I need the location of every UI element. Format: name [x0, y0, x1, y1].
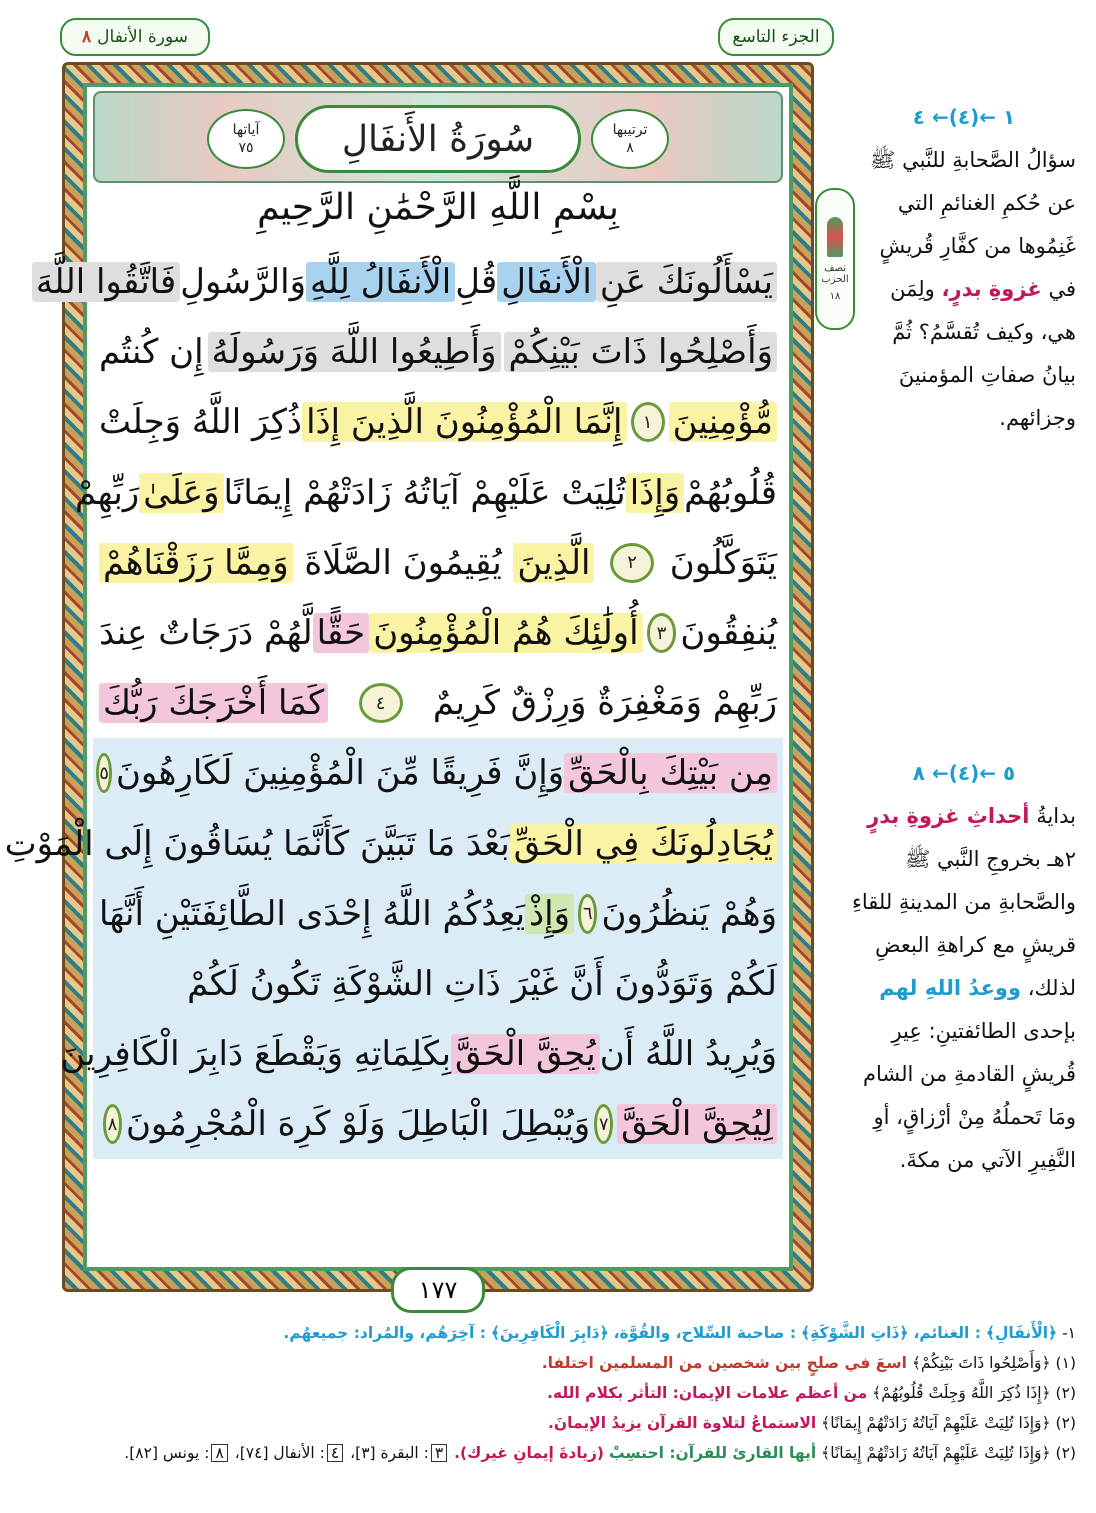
verse-text: رَبِّهِمْ: [75, 472, 140, 513]
reference-number: ٣: [431, 1444, 447, 1462]
verse-text: الْأَنفَالِ: [497, 262, 596, 302]
reference-text: : الأنفال [٧٤]،: [234, 1444, 325, 1462]
footnote-text: : صاحبة السِّلاح، والقُوَّة،: [613, 1324, 797, 1342]
verse-text: وَإِذْ: [525, 894, 574, 934]
verse-line-8: [93, 738, 783, 808]
verse-text: يُجَادِلُونَكَ فِي الْحَقِّ: [510, 824, 777, 864]
reference-number: ٤: [327, 1444, 343, 1462]
verse-text: بَعْدَ مَا تَبَيَّنَ كَأَنَّمَا يُسَاقُونَ إِلَى الْمَوْتِ: [4, 823, 510, 864]
verse-text: لَكُمْ وَتَوَدُّونَ أَنَّ غَيْرَ ذَاتِ الشَّوْكَةِ تَكُونُ لَكُمْ: [187, 963, 777, 1004]
hizb-number: ١٨: [829, 290, 841, 302]
reference-text: : البقرة [٣]،: [350, 1444, 429, 1462]
side-note-text: بدايةُ: [1036, 804, 1076, 828]
verse-text: إِن كُنتُم: [99, 332, 204, 373]
footnote-number: (٢): [1055, 1414, 1076, 1432]
footnote-line-2: [24, 1348, 1076, 1378]
footnote-line-3: [24, 1378, 1076, 1408]
footnote-text: (زيادةَ إيمانِ غيرك).: [454, 1444, 604, 1462]
side-note-1: [852, 96, 1076, 440]
surah-title: سُورَةُ الأَنفَالِ: [295, 105, 581, 173]
verse-text: لِيُحِقَّ الْحَقَّ: [617, 1104, 777, 1144]
footnote-text: اسعَ في صلحٍ بين شخصين من المسلمين اختلفا.: [541, 1354, 907, 1372]
reference-number: ٨: [211, 1444, 227, 1462]
footnote-quote: ﴿وَإِذَا تُلِيَتْ عَلَيْهِمْ آيَاتُهُ زَادَتْهُمْ إِيمَانًا﴾: [821, 1444, 1051, 1462]
side-note-text: بإحدى الطائفتينِ: عِيرِ قُريشٍ القادمةِ من الشام ومَا تَحملُهُ مِنْ أرْزاقٍ، أوِ النَّفِيرِ الآتي من مكةَ.: [863, 1019, 1076, 1172]
ayah-number: ١: [631, 402, 665, 442]
verse-text: فَاتَّقُوا اللَّهَ: [32, 262, 180, 302]
basmala: بِسْمِ اللَّهِ الرَّحْمَٰنِ الرَّحِيمِ: [257, 187, 619, 228]
side-note-emphasis: أحداثِ غزوةِ بدرٍ: [867, 804, 1030, 828]
verse-line-3: [93, 387, 783, 457]
footnote-quote: ﴿إِذَا ذُكِرَ اللَّهُ وَجِلَتْ قُلُوبُهُمْ﴾: [872, 1384, 1051, 1402]
ayah-number: ٤: [359, 683, 403, 723]
hizb-marker: [815, 188, 855, 330]
footnote-text: : الغنائم،: [913, 1324, 981, 1342]
verse-text: وَيُرِيدُ اللَّهُ أَن: [599, 1034, 777, 1075]
footnote-line-1: [24, 1318, 1076, 1348]
verse-text: وَأَطِيعُوا اللَّهَ وَرَسُولَهُ: [208, 332, 501, 372]
footnote-text: من أعظم علامات الإيمان: التأثر بكلام الله.: [547, 1384, 868, 1402]
verse-text: الْأَنفَالُ لِلَّهِ: [306, 262, 455, 302]
footnote-number: (٢): [1055, 1384, 1076, 1402]
footnote-quote: ﴿وَأَصْلِحُوا ذَاتَ بَيْنِكُمْ﴾: [911, 1354, 1051, 1372]
verse-text: لَّهُمْ دَرَجَاتٌ عِندَ: [99, 613, 313, 654]
side-note-emphasis: غزوةِ بدرٍ،: [941, 277, 1042, 301]
footnote-quote: ﴿الْأَنفَالِ﴾: [985, 1324, 1058, 1342]
verse-text: يُنفِقُونَ: [680, 613, 777, 654]
footnote-number: (١): [1055, 1354, 1076, 1372]
footnotes: [24, 1318, 1076, 1468]
side-note-text: ولِمَن هي، وكيف تُقسَّمُ؟ ثُمَّ بيانُ صفاتِ المؤمنينَ وجزائهم.: [890, 277, 1076, 430]
ayah-number: ٣: [647, 613, 677, 653]
side-note-text: سؤالُ الصَّحابةِ للنَّبي ﷺ عن حُكمِ الغنائمِ التي غَنِمُوها من كفَّارِ قُريشٍ في: [870, 148, 1076, 301]
verse-text: يُحِقَّ الْحَقَّ: [451, 1034, 600, 1074]
verse-line-5: [93, 528, 783, 598]
verse-line-7: [93, 668, 783, 738]
mushaf-page: [4, 87, 789, 1267]
footnote-quote: ﴿دَابِرَ الْكَافِرِينَ﴾: [490, 1324, 609, 1342]
footnote-line-5: [24, 1438, 1076, 1468]
ayah-number: ٨: [103, 1104, 122, 1144]
surah-header-label: [60, 18, 210, 56]
verse-text: إِنَّمَا الْمُؤْمِنُونَ الَّذِينَ إِذَا: [302, 402, 626, 442]
verse-text: رَبِّهِمْ وَمَغْفِرَةٌ وَرِزْقٌ كَرِيمٌ: [432, 683, 777, 724]
verse-line-4: [75, 458, 783, 528]
verse-text: مُّؤْمِنِينَ: [669, 402, 777, 442]
verse-text: يَعِدُكُمُ اللَّهُ إِحْدَى الطَّائِفَتَيْنِ أَنَّهَا: [99, 893, 526, 934]
footnote-line-4: [24, 1408, 1076, 1438]
ayah-number: ٦: [578, 894, 597, 934]
verse-text: بِكَلِمَاتِهِ وَيَقْطَعَ دَابِرَ الْكَافِرِينَ: [60, 1034, 452, 1075]
verse-text: وَإِنَّ فَرِيقًا مِّنَ الْمُؤْمِنِينَ لَكَارِهُونَ: [115, 753, 565, 794]
verse-text: ذُكِرَ اللَّهُ وَجِلَتْ: [99, 402, 303, 443]
verse-text: قُلِ: [455, 262, 498, 303]
verse-text: وَأَصْلِحُوا ذَاتَ بَيْنِكُمْ: [504, 332, 777, 372]
footnote-quote: ﴿وَإِذَا تُلِيَتْ عَلَيْهِمْ آيَاتُهُ زَادَتْهُمْ إِيمَانًا﴾: [821, 1414, 1051, 1432]
verse-text: وَإِذَا: [626, 473, 684, 513]
verse-line-10: [93, 879, 783, 949]
hizb-ornament-icon: [827, 217, 843, 257]
ayat-count-medallion: [207, 109, 285, 169]
verse-line-9: [4, 809, 783, 879]
surah-order-medallion: [591, 109, 669, 169]
verse-text: يَسْأَلُونَكَ عَنِ: [596, 262, 777, 302]
surah-banner: [93, 91, 783, 183]
side-note-highlight: ووعدُ اللهِ لهم: [879, 976, 1022, 1000]
ayah-number: ٥: [96, 753, 112, 793]
juz-text: الجزء التاسع: [732, 27, 820, 47]
verse-text: وَالرَّسُولِ: [180, 262, 307, 303]
footnote-text: أيها القارئ للقرآن: احتسِبْ: [608, 1444, 817, 1462]
verse-line-2: [93, 317, 783, 387]
verse-line-12: [60, 1019, 783, 1089]
footnote-number: ١-: [1062, 1324, 1076, 1342]
frame-inner: [4, 83, 793, 1271]
side-note-ref: ١ ←(٤)← ٤: [912, 105, 1016, 129]
page-number: ١٧٧: [391, 1267, 485, 1313]
ornamental-frame: [4, 62, 814, 1304]
ayat-value: ٧٥: [238, 140, 254, 156]
verse-text: كَمَا أَخْرَجَكَ رَبُّكَ: [99, 683, 328, 723]
verse-text: حَقًّا: [313, 613, 370, 653]
verse-line-1: [35, 247, 783, 317]
verses-block: [4, 247, 783, 1159]
ayah-number: ٧: [594, 1104, 613, 1144]
footnote-quote: ﴿ذَاتِ الشَّوْكَةِ﴾: [801, 1324, 909, 1342]
verse-text: يُقِيمُونَ الصَّلَاةَ: [304, 542, 502, 583]
ayat-label: آياتها: [232, 121, 260, 138]
verse-line-6: [93, 598, 783, 668]
verse-text: أُولَٰئِكَ هُمُ الْمُؤْمِنُونَ: [369, 613, 642, 653]
verse-text: مِن بَيْتِكَ بِالْحَقِّ: [564, 753, 777, 793]
order-value: ٨: [626, 140, 634, 156]
verse-text: الَّذِينَ: [513, 543, 594, 583]
verse-text: وَيُبْطِلَ الْبَاطِلَ وَلَوْ كَرِهَ الْمُجْرِمُونَ: [125, 1104, 591, 1145]
verse-text: وَمِمَّا رَزَقْنَاهُمْ: [99, 543, 293, 583]
footnote-text: الاستماعُ لتلاوة القرآن يزيدُ الإيمانَ.: [548, 1414, 817, 1432]
reference-text: : يونس [٨٢].: [124, 1444, 210, 1462]
surah-header-text: سورة الأنفال: [97, 27, 188, 47]
order-label: ترتيبها: [612, 121, 648, 138]
juz-label: [718, 18, 834, 56]
verse-text: وَعَلَىٰ: [139, 473, 223, 513]
side-note-ref: ٥ ←(٤)← ٨: [912, 761, 1016, 785]
footnote-number: (٢): [1055, 1444, 1076, 1462]
verse-line-13: [93, 1089, 783, 1159]
verse-text: يَتَوَكَّلُونَ: [669, 542, 777, 583]
verse-text: تُلِيَتْ عَلَيْهِمْ آيَاتُهُ زَادَتْهُمْ إِيمَانًا: [223, 472, 626, 513]
verse-text: وَهُمْ يَنظُرُونَ: [601, 893, 777, 934]
side-note-2: [852, 752, 1076, 1182]
footnote-text: : آخِرَهُم، والمُراد: جميعهُم.: [283, 1324, 486, 1342]
verse-line-11: [93, 949, 783, 1019]
surah-header-number: ٨: [82, 27, 92, 47]
verse-text: قُلُوبُهُمْ: [684, 472, 777, 513]
hizb-label: نصف الحزب: [821, 262, 849, 285]
ayah-number: ٢: [610, 543, 654, 583]
side-note-text: ٢هـ بخروجِ النَّبي ﷺ والصَّحابةِ من المدينةِ للقاءِ قريشٍ مع كراهةِ البعضِ لذلك،: [852, 847, 1076, 1000]
